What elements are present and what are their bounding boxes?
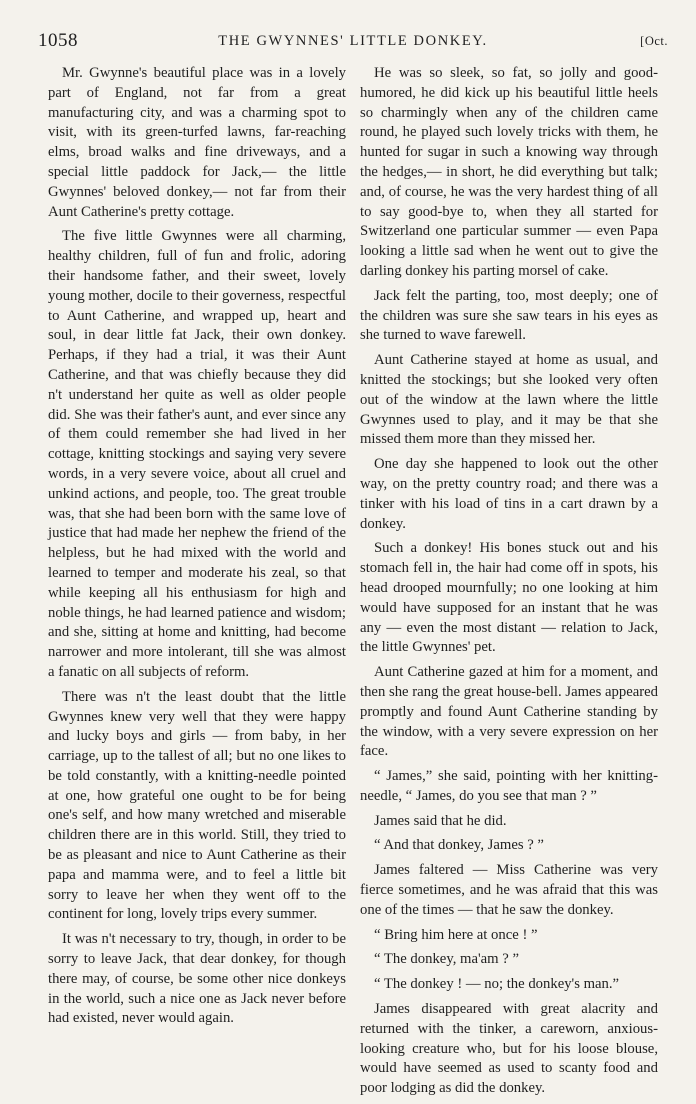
page-number: 1058 (38, 30, 78, 51)
paragraph: “ The donkey ! — no; the donkey's man.” (374, 976, 620, 993)
paragraph: Mr. Gwynne's beautiful place was in a lovely part of England, not far from a great manufacturing city, and was a charming spot to visit, with its green-turfed lawns, far-reaching elms, broad walks and fine driveways, and a special little paddock for Jack,— the little Gwynnes' beloved donkey,— not far from their Aunt Catherine's pretty cottage. (48, 65, 346, 220)
paragraph: The five little Gwynnes were all charming, healthy children, full of fun and frolic, adoring their handsome father, and their sweet, lovely young mother, docile to their governess, respectful to Aunt Catherine, and wrapped up, heart and soul, in dear little fat Jack, their own donkey. Perhaps, if they had a trial, it was their Aunt Catherine, and that was chiefly because they did n't understand her quite as well as older people did. She was their father's aunt, and ever since any of them could remember she had lived in her cottage, knitting stockings and saying very severe words, in a very severe voice, about all cruel and unkind actions, and people, too. The great trouble was, that she had been born with the same love of justice that had made her nephew the friend of the helpless, but he had mixed with the world and learned to temper and moderate his zeal, so that while keeping all his enthusiasm for high and noble things, he had learned patience and wisdom; and she, sitting at home and knitting, had become narrower and more intolerant, till she was almost a fanatic on all subjects of reform. (48, 228, 346, 680)
paragraph: One day she happened to look out the other way, on the pretty country road; and there was a tinker with his load of tins in a cart drawn by a donkey. (360, 456, 658, 532)
paragraph: “ Bring him here at once ! ” (374, 926, 538, 943)
paragraph: “ And that donkey, James ? ” (374, 837, 544, 854)
paragraph: James faltered — Miss Catherine was very fierce sometimes, and he was afraid that this was one of the times — that he saw the donkey. (360, 862, 658, 918)
left-column (48, 64, 346, 1034)
paragraph: Jack felt the parting, too, most deeply; one of the children was sure she saw tears in his eyes as she turned to wave farewell. (360, 287, 658, 344)
right-column (360, 64, 658, 1104)
paragraph: He was so sleek, so fat, so jolly and good-humored, he did kick up his beautiful little heels so charmingly when any of the children came round, he played such lovely tricks with them, he hunted for sugar in such a knowing way through the hedges,— in short, he did everything but talk; and, of course, he was the very hardest thing of all to say good-bye to, when they all started for Switzerland one particular summer — even Papa looking a little sad when he went out to give the darling donkey his parting morsel of cake. (360, 65, 658, 279)
paragraph: James disappeared with great alacrity and returned with the tinker, a careworn, anxious-looking creature who, but for his loose blouse, would have seemed as used to scanty food and poor lodging as did the donkey. (360, 1001, 658, 1097)
paragraph: James said that he did. (374, 812, 507, 829)
paragraph: There was n't the least doubt that the little Gwynnes knew very well that they were happy and lucky boys and girls — from baby, in her carriage, up to the tallest of all; but no one likes to be told constantly, with a knitting-needle pointed at one, how grateful one ought to be for being one's self, and how many wretched and miserable children there are in this world. Still, they tried to be as pleasant and nice to Aunt Catherine as their papa and mamma were, and to feel a little bit sorry to leave her when they went off to the continent for long, lovely trips every summer. (48, 688, 346, 923)
paragraph: It was n't necessary to try, though, in order to be sorry to leave Jack, that dear donkey, for though there may, of course, be some other nice donkeys in the world, such a nice one as Jack never before had existed, never would again. (48, 931, 346, 1027)
paragraph: “ James,” she said, pointing with her knitting-needle, “ James, do you see that man ? ” (360, 768, 658, 804)
paragraph: “ The donkey, ma'am ? ” (374, 951, 519, 968)
paragraph: Aunt Catherine stayed at home as usual, and knitted the stockings; but she looked very often out of the window at the lawn where the little Gwynnes used to play, and it may be that she missed them more than they missed her. (360, 352, 658, 448)
paragraph: Aunt Catherine gazed at him for a moment, and then she rang the great house-bell. James appeared promptly and found Aunt Catherine standing by the window, with a very severe expression on her face. (360, 664, 658, 760)
running-title: THE GWYNNES' LITTLE DONKEY. (218, 33, 488, 49)
running-header (38, 30, 668, 54)
paragraph: Such a donkey! His bones stuck out and his stomach fell in, the hair had come off in spots, his head drooped mournfully; no one looking at him would have supposed for an instant that he was any — even the most distant — relation to Jack, the little Gwynnes' pet. (360, 540, 658, 656)
month-label: [Oct. (640, 34, 668, 48)
